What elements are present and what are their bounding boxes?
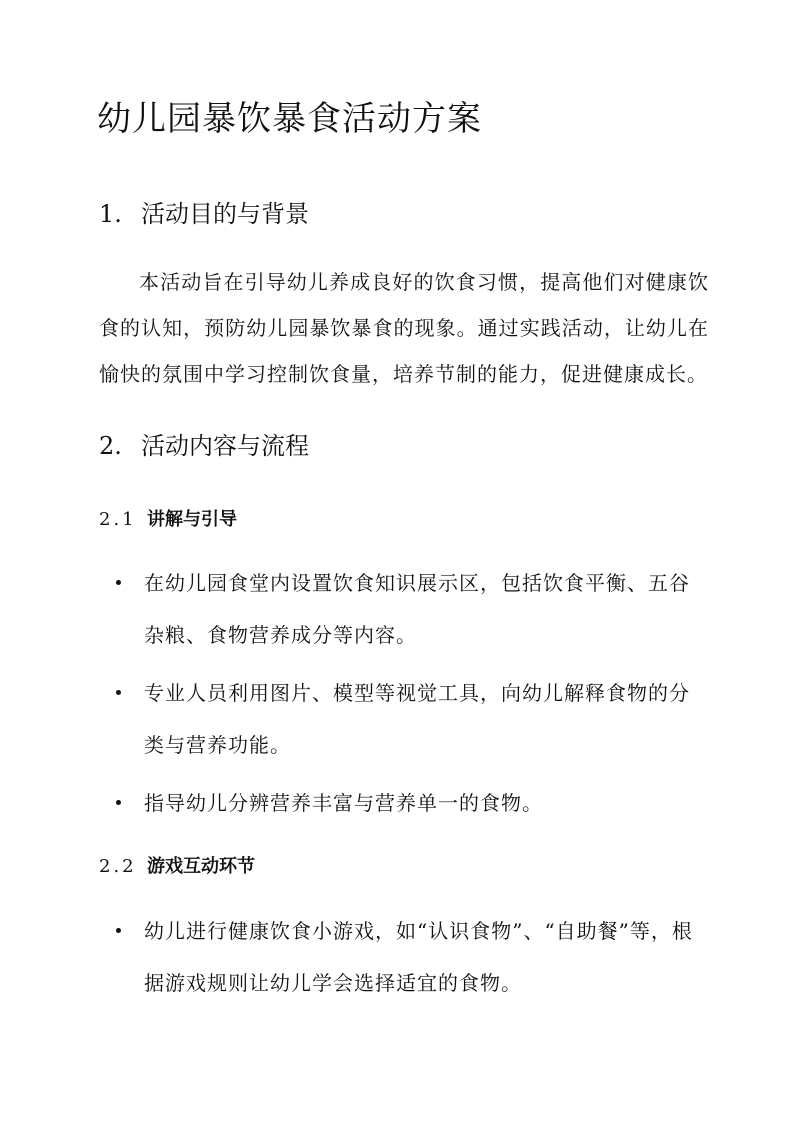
subsection-2-2-heading (99, 854, 255, 880)
list-item (116, 905, 706, 1009)
subsection-2-2-list (116, 905, 706, 1015)
section-1-heading (99, 198, 309, 230)
bullet-dot-icon (116, 800, 121, 805)
list-item-text: 专业人员利用图片、模型等视觉工具，向幼儿解释食物的分类与营养功能。 (144, 681, 690, 757)
list-item (116, 557, 706, 661)
subsection-title: 游戏互动环节 (147, 856, 255, 877)
bullet-dot-icon (116, 690, 121, 695)
list-item (116, 667, 706, 771)
bullet-dot-icon (116, 580, 121, 585)
list-item-text: 在幼儿园食堂内设置饮食知识展示区，包括饮食平衡、五谷杂粮、食物营养成分等内容。 (144, 571, 690, 647)
subsection-title: 讲解与引导 (147, 509, 237, 530)
section-number: 2. (99, 432, 122, 460)
subsection-number: 2.2 (99, 856, 137, 877)
subsection-number: 2.1 (99, 509, 137, 530)
document-title: 幼儿园暴饮暴食活动方案 (97, 99, 482, 139)
section-1-paragraph: 本活动旨在引导幼儿养成良好的饮食习惯，提高他们对健康饮食的认知，预防幼儿园暴饮暴食的现象。通过实践活动，让幼儿在愉快的氛围中学习控制饮食量，培养节制的能力，促进健康成长。 (99, 270, 709, 386)
subsection-2-1-list (116, 557, 706, 835)
section-title: 活动内容与流程 (141, 432, 309, 460)
section-2-heading (99, 430, 309, 462)
bullet-dot-icon (116, 928, 121, 933)
list-item-text: 幼儿进行健康饮食小游戏，如“认识食物”、“自助餐”等，根据游戏规则让幼儿学会选择适宜的食物。 (144, 919, 693, 995)
list-item (116, 777, 706, 829)
subsection-2-1-heading (99, 507, 237, 533)
section-title: 活动目的与背景 (141, 200, 309, 228)
section-number: 1. (99, 200, 122, 228)
list-item-text: 指导幼儿分辨营养丰富与营养单一的食物。 (144, 791, 543, 815)
